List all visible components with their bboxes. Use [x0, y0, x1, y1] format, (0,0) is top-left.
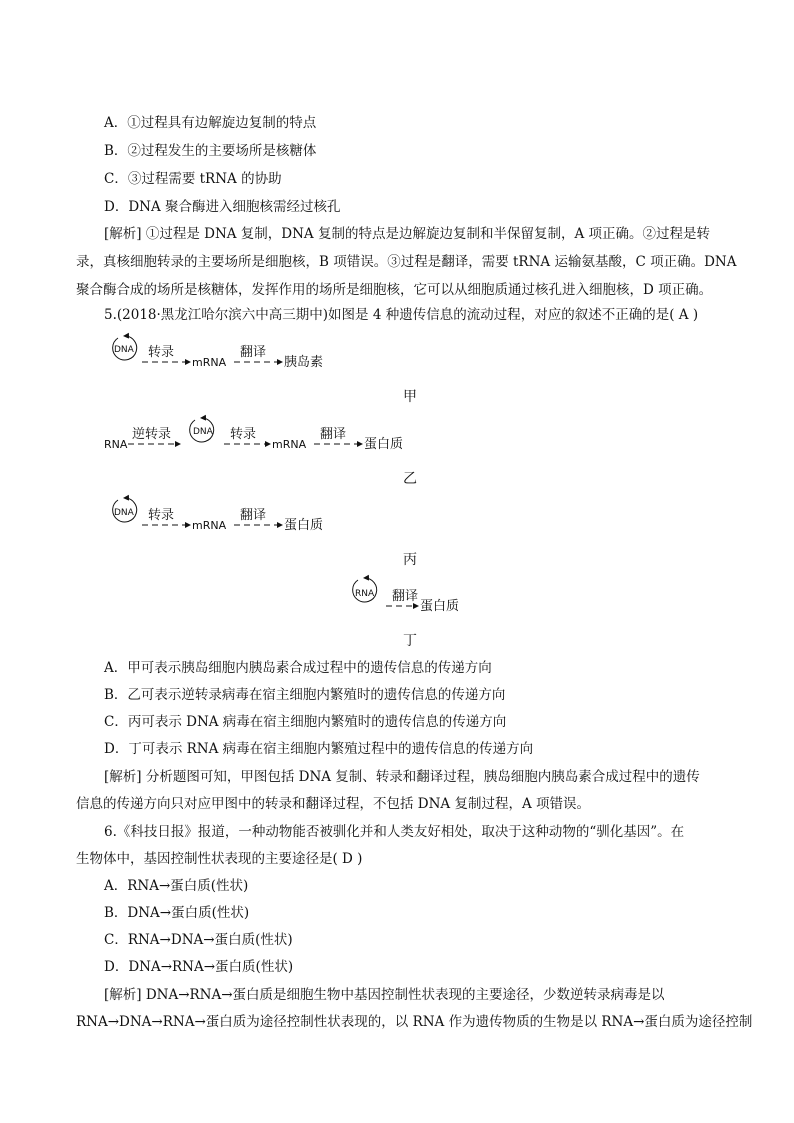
diagram-yi: [104, 418, 403, 452]
translation-label: 翻译: [240, 345, 267, 360]
dna-label: DNA: [114, 345, 134, 355]
analysis-line: [解析] 分析题图可知，甲图包括 DNA 复制、转录和翻译过程，胰岛细胞内胰岛素合成过程中的遗传: [104, 769, 700, 785]
analysis-line: RNA→DNA→RNA→蛋白质为途径控制性状表现的，以 RNA 作为遗传物质的生物是以 RNA→蛋白质为途径控制: [76, 1014, 753, 1030]
transcription-label: 转录: [148, 345, 175, 360]
protein-label: 蛋白质: [420, 599, 460, 614]
translation-label: 翻译: [392, 589, 419, 604]
label-yi: 乙: [403, 471, 417, 487]
mrna-label: mRNA: [192, 519, 227, 532]
mrna-label: mRNA: [192, 356, 227, 369]
analysis-line: 录，真核细胞转录的主要场所是细胞核，B 项错误。③过程是翻译，需要 tRNA 运输氨基酸，C 项正确。DNA: [76, 254, 737, 270]
translation-label: 翻译: [320, 427, 347, 442]
dna-label: DNA: [193, 427, 213, 437]
question-6-stem: 6.《科技日报》报道，一种动物能否被驯化并和人类友好相处，取决于这种动物的“驯化基因”。在: [104, 824, 685, 840]
option-b: B．DNA→蛋白质(性状): [104, 905, 250, 921]
option-c: C．RNA→DNA→蛋白质(性状): [104, 932, 293, 948]
replication-loop-icon: [190, 418, 214, 442]
option-d: D．DNA→RNA→蛋白质(性状): [104, 959, 294, 975]
analysis-line: 聚合酶合成的场所是核糖体，发挥作用的场所是细胞核，它可以从细胞质通过核孔进入细胞核，D 项正确。: [76, 282, 713, 298]
reverse-transcription-label: 逆转录: [132, 427, 172, 442]
label-bing: 丙: [403, 552, 417, 568]
analysis-line: [解析] ①过程是 DNA 复制，DNA 复制的特点是边解旋边复制和半保留复制，A 项正确。②过程是转: [104, 226, 711, 242]
option-b: B．②过程发生的主要场所是核糖体: [104, 143, 317, 159]
question-5-stem: 5.(2018·黑龙江哈尔滨六中高三期中)如图是 4 种遗传信息的流动过程，对应的叙述不正确的是( A ): [104, 307, 699, 323]
option-a: A．RNA→蛋白质(性状): [104, 878, 249, 894]
analysis-line: 信息的传递方向只对应甲图中的转录和翻译过程，不包括 DNA 复制过程，A 项错误。: [76, 796, 591, 812]
option-d: D．丁可表示 RNA 病毒在宿主细胞内繁殖过程中的遗传信息的传递方向: [104, 741, 534, 757]
protein-label: 蛋白质: [284, 518, 324, 533]
replication-loop-icon: [353, 578, 377, 602]
transcription-label: 转录: [230, 427, 257, 442]
diagram-ding: [353, 578, 459, 614]
transcription-label: 转录: [148, 508, 175, 523]
rna-label: RNA: [104, 438, 128, 451]
option-c: C．丙可表示 DNA 病毒在宿主细胞内繁殖时的遗传信息的传递方向: [104, 714, 507, 730]
option-a: A．甲可表示胰岛细胞内胰岛素合成过程中的遗传信息的传递方向: [104, 660, 492, 676]
diagram-bing: [113, 498, 323, 533]
option-a: A．①过程具有边解旋边复制的特点: [104, 115, 317, 131]
insulin-label: 胰岛素: [284, 355, 324, 370]
protein-label: 蛋白质: [364, 437, 404, 452]
option-b: B．乙可表示逆转录病毒在宿主细胞内繁殖时的遗传信息的传递方向: [104, 687, 506, 703]
dna-label: DNA: [114, 508, 134, 518]
replication-loop-icon: [113, 498, 137, 522]
mrna-label: mRNA: [272, 438, 307, 451]
analysis-line: [解析] DNA→RNA→蛋白质是细胞生物中基因控制性状表现的主要途径，少数逆转录病毒是以: [104, 987, 665, 1003]
question-6-stem: 生物体中，基因控制性状表现的主要途径是( D ): [76, 851, 363, 867]
replication-loop-icon: [113, 336, 137, 360]
option-c: C．③过程需要 tRNA 的协助: [104, 171, 282, 187]
diagram-jia: [113, 336, 323, 370]
rna-label: RNA: [355, 589, 375, 599]
option-d: D．DNA 聚合酶进入细胞核需经过核孔: [104, 199, 341, 215]
label-ding: 丁: [403, 633, 417, 649]
translation-label: 翻译: [240, 508, 267, 523]
label-jia: 甲: [403, 389, 417, 405]
